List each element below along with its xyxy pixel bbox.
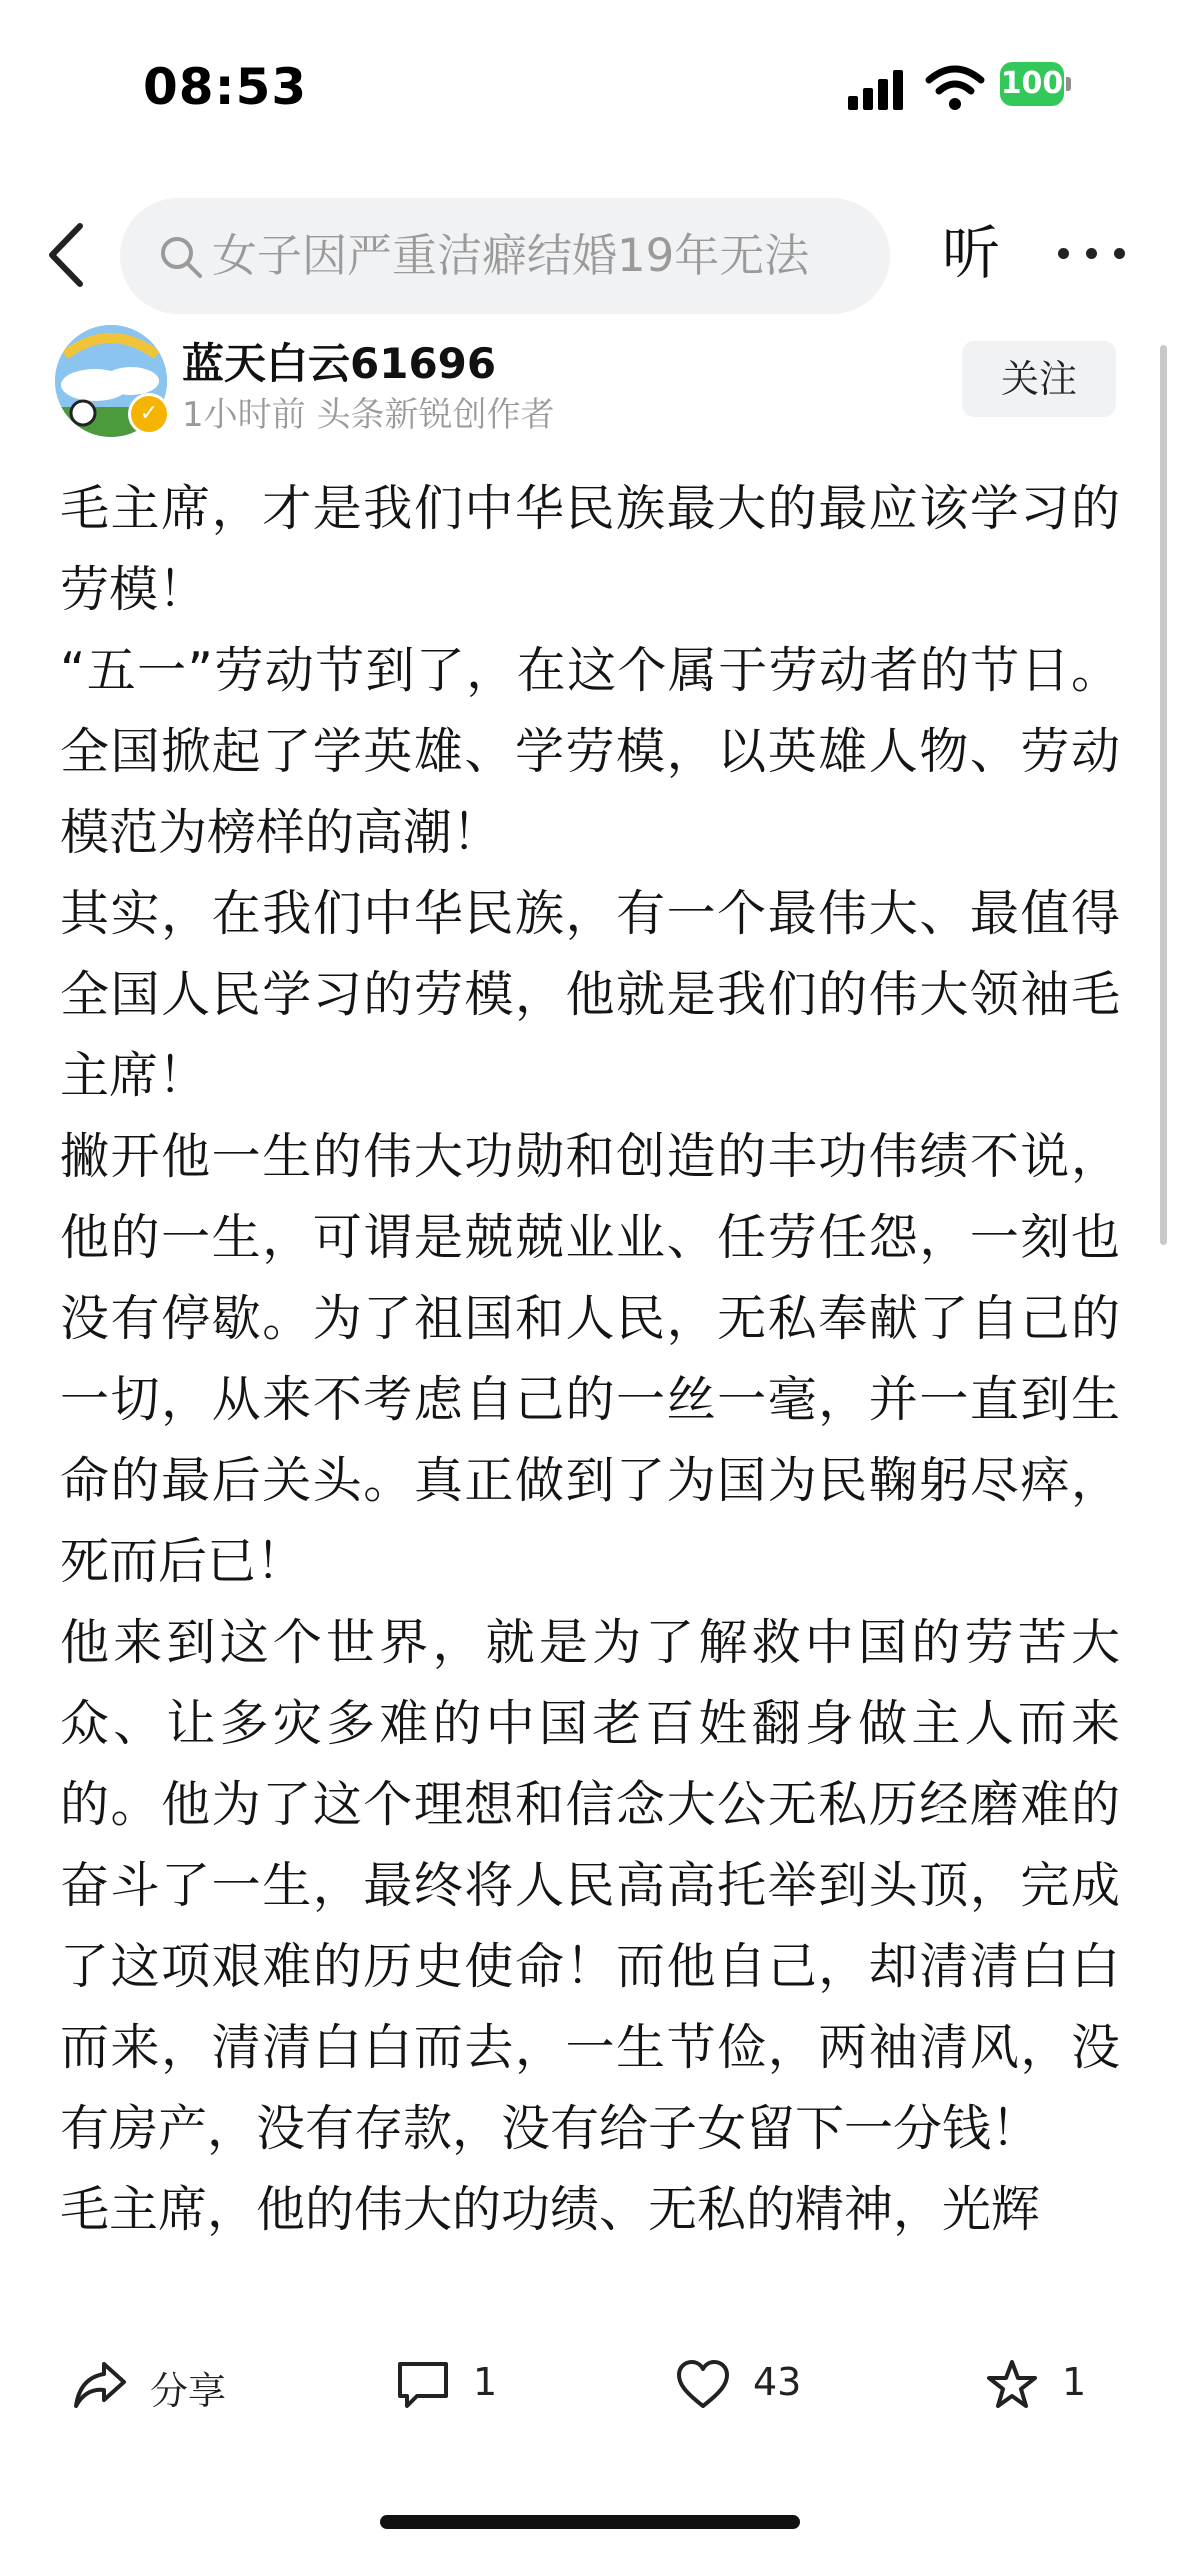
author-meta: 1小时前 头条新锐创作者 bbox=[182, 395, 555, 435]
share-label: 分享 bbox=[150, 2369, 227, 2413]
author-name[interactable]: 蓝天白云61696 bbox=[182, 339, 497, 388]
follow-button[interactable]: 关注 bbox=[962, 341, 1116, 417]
comment-icon bbox=[395, 2358, 451, 2412]
signal-icon bbox=[848, 68, 908, 110]
article-body bbox=[60, 468, 1120, 2313]
top-nav bbox=[0, 190, 1179, 320]
author-row bbox=[0, 325, 1179, 445]
article-paragraph: 毛主席，他的伟大的功绩、无私的精神，光辉 bbox=[60, 2181, 1041, 2238]
search-placeholder: 女子因严重洁癖结婚19年无法 bbox=[212, 229, 810, 282]
scrollbar[interactable] bbox=[1160, 345, 1167, 1245]
search-icon bbox=[158, 234, 204, 280]
article-paragraph: 他来到这个世界，就是为了解救中国的劳苦大众、让多灾多难的中国老百姓翻身做主人而来的。他为了这个理想和信念大公无私历经磨难的奋斗了一生，最终将人民高高托举到头顶，完成了这项艰难的历史使命！而他自己，却清清白白而来，清清白白而去，一生节俭，两袖清风，没有房产，没有存款，没有给子女留下一分钱！ bbox=[60, 1614, 1120, 2157]
article-paragraph: “五一”劳动节到了，在这个属于劳动者的节日。全国掀起了学英雄、学劳模，以英雄人物、劳动模范为榜样的高潮！ bbox=[60, 642, 1120, 861]
share-button[interactable] bbox=[72, 2350, 252, 2420]
favorite-count: 1 bbox=[1062, 2360, 1087, 2404]
back-icon[interactable] bbox=[42, 220, 92, 290]
search-input[interactable] bbox=[120, 198, 890, 314]
status-bar bbox=[0, 0, 1179, 170]
status-time: 08:53 bbox=[143, 58, 308, 116]
more-icon[interactable] bbox=[1058, 246, 1128, 262]
like-button[interactable] bbox=[675, 2350, 825, 2420]
star-icon bbox=[984, 2358, 1040, 2412]
listen-button[interactable]: 听 bbox=[942, 219, 1001, 287]
article-paragraph: 撇开他一生的伟大功勋和创造的丰功伟绩不说，他的一生，可谓是兢兢业业、任劳任怨，一刻也没有停歇。为了祖国和人民，无私奉献了自己的一切，从来不考虑自己的一丝一毫，并一直到生命的最后关头。真正做到了为国为民鞠躬尽瘁，死而后已！ bbox=[60, 1128, 1120, 1590]
battery-icon bbox=[1000, 62, 1070, 106]
heart-icon bbox=[675, 2358, 731, 2412]
share-icon bbox=[72, 2358, 128, 2412]
article-paragraph: 毛主席，才是我们中华民族最大的最应该学习的劳模！ bbox=[60, 480, 1120, 618]
comment-button[interactable] bbox=[395, 2350, 535, 2420]
battery-level: 100 bbox=[1000, 62, 1064, 106]
like-count: 43 bbox=[753, 2360, 802, 2404]
favorite-button[interactable] bbox=[984, 2350, 1114, 2420]
wifi-icon bbox=[925, 64, 985, 112]
article-paragraph: 其实，在我们中华民族，有一个最伟大、最值得全国人民学习的劳模，他就是我们的伟大领袖毛主席！ bbox=[60, 885, 1120, 1104]
verified-icon: ✓ bbox=[128, 393, 170, 435]
bottom-action-bar bbox=[0, 2330, 1179, 2440]
home-indicator[interactable] bbox=[380, 2515, 800, 2529]
comment-count: 1 bbox=[473, 2360, 498, 2404]
